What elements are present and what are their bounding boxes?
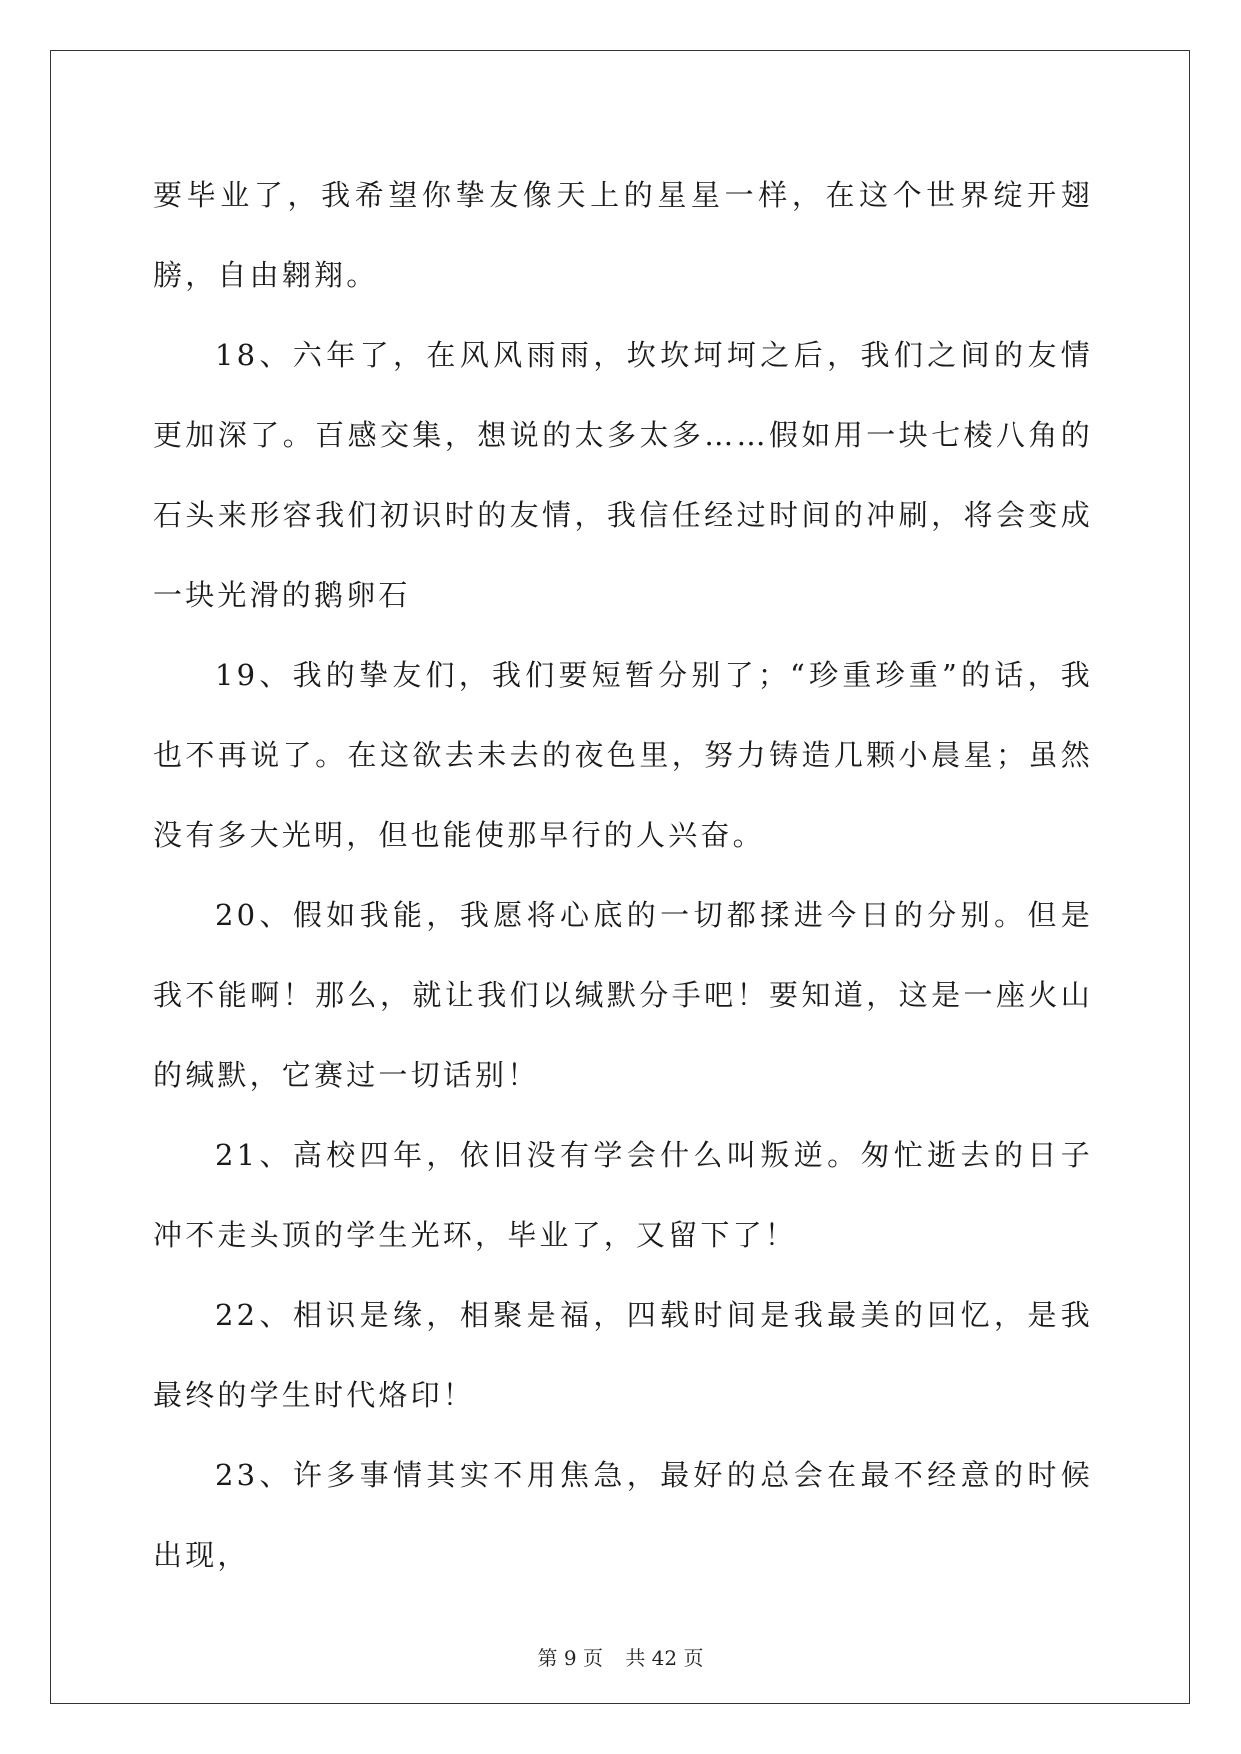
page-number: 第 9 页 (537, 1646, 603, 1670)
paragraph: 22、相识是缘，相聚是福，四载时间是我最美的回忆，是我最终的学生时代烙印！ (153, 1298, 1093, 1412)
paragraph: 19、我的挚友们，我们要短暂分别了；“珍重珍重”的话，我也不再说了。在这欲去未去的夜色里，努力铸造几颗小晨星；虽然没有多大光明，但也能使那早行的人兴奋。 (153, 658, 1093, 852)
document-body (153, 155, 1093, 1595)
paragraph: 要毕业了，我希望你挚友像天上的星星一样，在这个世界绽开翅膀，自由翱翔。 (153, 178, 1093, 292)
page-footer (0, 1642, 1241, 1671)
paragraph: 20、假如我能，我愿将心底的一切都揉进今日的分别。但是我不能啊！那么，就让我们以缄默分手吧！要知道，这是一座火山的缄默，它赛过一切话别！ (153, 898, 1093, 1092)
paragraph: 18、六年了，在风风雨雨，坎坎坷坷之后，我们之间的友情更加深了。百感交集，想说的太多太多……假如用一块七棱八角的石头来形容我们初识时的友情，我信任经过时间的冲刷，将会变成一块光滑的鹅卵石 (153, 338, 1093, 612)
page-total: 共 42 页 (625, 1646, 704, 1670)
paragraph: 23、许多事情其实不用焦急，最好的总会在最不经意的时候出现， (153, 1458, 1093, 1572)
paragraph: 21、高校四年，依旧没有学会什么叫叛逆。匆忙逝去的日子冲不走头顶的学生光环，毕业了，又留下了！ (153, 1138, 1093, 1252)
